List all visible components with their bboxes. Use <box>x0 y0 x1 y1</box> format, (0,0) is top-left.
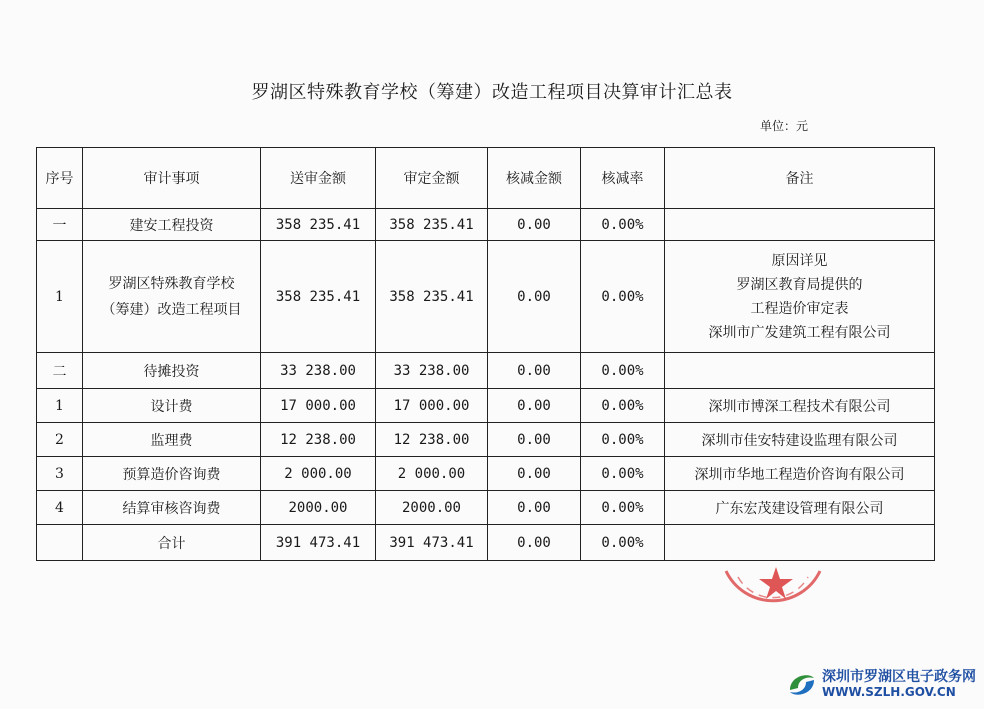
cell-approved: 17 000.00 <box>376 389 488 423</box>
cell-item: 监理费 <box>83 423 261 457</box>
header-rate: 核减率 <box>581 148 665 209</box>
cell-reduced: 0.00 <box>488 525 581 561</box>
cell-item: 建安工程投资 <box>83 209 261 241</box>
remark-line: 罗湖区教育局提供的 <box>736 276 863 293</box>
header-row <box>37 148 935 209</box>
cell-seq: 4 <box>37 491 83 525</box>
table-row <box>37 491 935 525</box>
cell-item: 设计费 <box>83 389 261 423</box>
header-reduced: 核减金额 <box>488 148 581 209</box>
cell-seq <box>37 525 83 561</box>
cell-seq: 3 <box>37 457 83 491</box>
cell-approved: 2000.00 <box>376 491 488 525</box>
cell-remark <box>665 525 935 561</box>
cell-reduced: 0.00 <box>488 457 581 491</box>
cell-remark <box>665 241 935 353</box>
official-seal <box>718 563 828 638</box>
cell-submitted: 12 238.00 <box>261 423 376 457</box>
cell-seq: 二 <box>37 353 83 389</box>
cell-remark <box>665 209 935 241</box>
table-row <box>37 353 935 389</box>
cell-reduced: 0.00 <box>488 491 581 525</box>
cell-item-line: （筹建）改造工程项目 <box>101 301 242 318</box>
table-row <box>37 423 935 457</box>
cell-approved: 12 238.00 <box>376 423 488 457</box>
cell-rate: 0.00% <box>581 209 665 241</box>
cell-remark: 广东宏茂建设管理有限公司 <box>665 491 935 525</box>
watermark-url: WWW.SZLH.GOV.CN <box>822 685 956 699</box>
cell-approved: 391 473.41 <box>376 525 488 561</box>
watermark-title: 深圳市罗湖区电子政务网 <box>822 669 976 685</box>
cell-rate: 0.00% <box>581 241 665 353</box>
cell-seq: 1 <box>37 241 83 353</box>
cell-seq: 一 <box>37 209 83 241</box>
remark-line: 工程造价审定表 <box>750 300 849 317</box>
cell-remark: 深圳市华地工程造价咨询有限公司 <box>665 457 935 491</box>
cell-approved: 33 238.00 <box>376 353 488 389</box>
cell-submitted: 17 000.00 <box>261 389 376 423</box>
cell-item: 合计 <box>83 525 261 561</box>
header-seq: 序号 <box>37 148 83 209</box>
header-approved: 审定金额 <box>376 148 488 209</box>
cell-item: 结算审核咨询费 <box>83 491 261 525</box>
cell-rate: 0.00% <box>581 525 665 561</box>
cell-approved: 358 235.41 <box>376 241 488 353</box>
cell-item-line: 罗湖区特殊教育学校 <box>108 275 235 292</box>
table-row <box>37 209 935 241</box>
header-item: 审计事项 <box>83 148 261 209</box>
cell-reduced: 0.00 <box>488 241 581 353</box>
cell-rate: 0.00% <box>581 423 665 457</box>
cell-approved: 2 000.00 <box>376 457 488 491</box>
total-row <box>37 525 935 561</box>
cell-submitted: 33 238.00 <box>261 353 376 389</box>
cell-item: 待摊投资 <box>83 353 261 389</box>
unit-label: 单位：元 <box>760 119 809 133</box>
cell-reduced: 0.00 <box>488 353 581 389</box>
cell-submitted: 391 473.41 <box>261 525 376 561</box>
cell-reduced: 0.00 <box>488 209 581 241</box>
cell-rate: 0.00% <box>581 389 665 423</box>
cell-remark: 深圳市佳安特建设监理有限公司 <box>665 423 935 457</box>
remark-line: 原因详见 <box>771 252 828 269</box>
cell-rate: 0.00% <box>581 353 665 389</box>
header-submitted: 送审金额 <box>261 148 376 209</box>
table-row <box>37 457 935 491</box>
table-row <box>37 389 935 423</box>
cell-remark: 深圳市博深工程技术有限公司 <box>665 389 935 423</box>
cell-item: 预算造价咨询费 <box>83 457 261 491</box>
audit-summary-table <box>36 147 935 561</box>
cell-remark <box>665 353 935 389</box>
swirl-logo-icon <box>786 668 818 702</box>
cell-item <box>83 241 261 353</box>
table-row <box>37 241 935 353</box>
document-title: 罗湖区特殊教育学校（筹建）改造工程项目决算审计汇总表 <box>251 82 733 103</box>
cell-submitted: 2 000.00 <box>261 457 376 491</box>
cell-reduced: 0.00 <box>488 389 581 423</box>
remark-line: 深圳市广发建筑工程有限公司 <box>708 324 891 341</box>
cell-reduced: 0.00 <box>488 423 581 457</box>
site-watermark <box>786 666 976 706</box>
cell-rate: 0.00% <box>581 491 665 525</box>
cell-submitted: 2000.00 <box>261 491 376 525</box>
cell-rate: 0.00% <box>581 457 665 491</box>
cell-seq: 2 <box>37 423 83 457</box>
cell-approved: 358 235.41 <box>376 209 488 241</box>
cell-submitted: 358 235.41 <box>261 241 376 353</box>
header-remark: 备注 <box>665 148 935 209</box>
cell-seq: 1 <box>37 389 83 423</box>
cell-submitted: 358 235.41 <box>261 209 376 241</box>
